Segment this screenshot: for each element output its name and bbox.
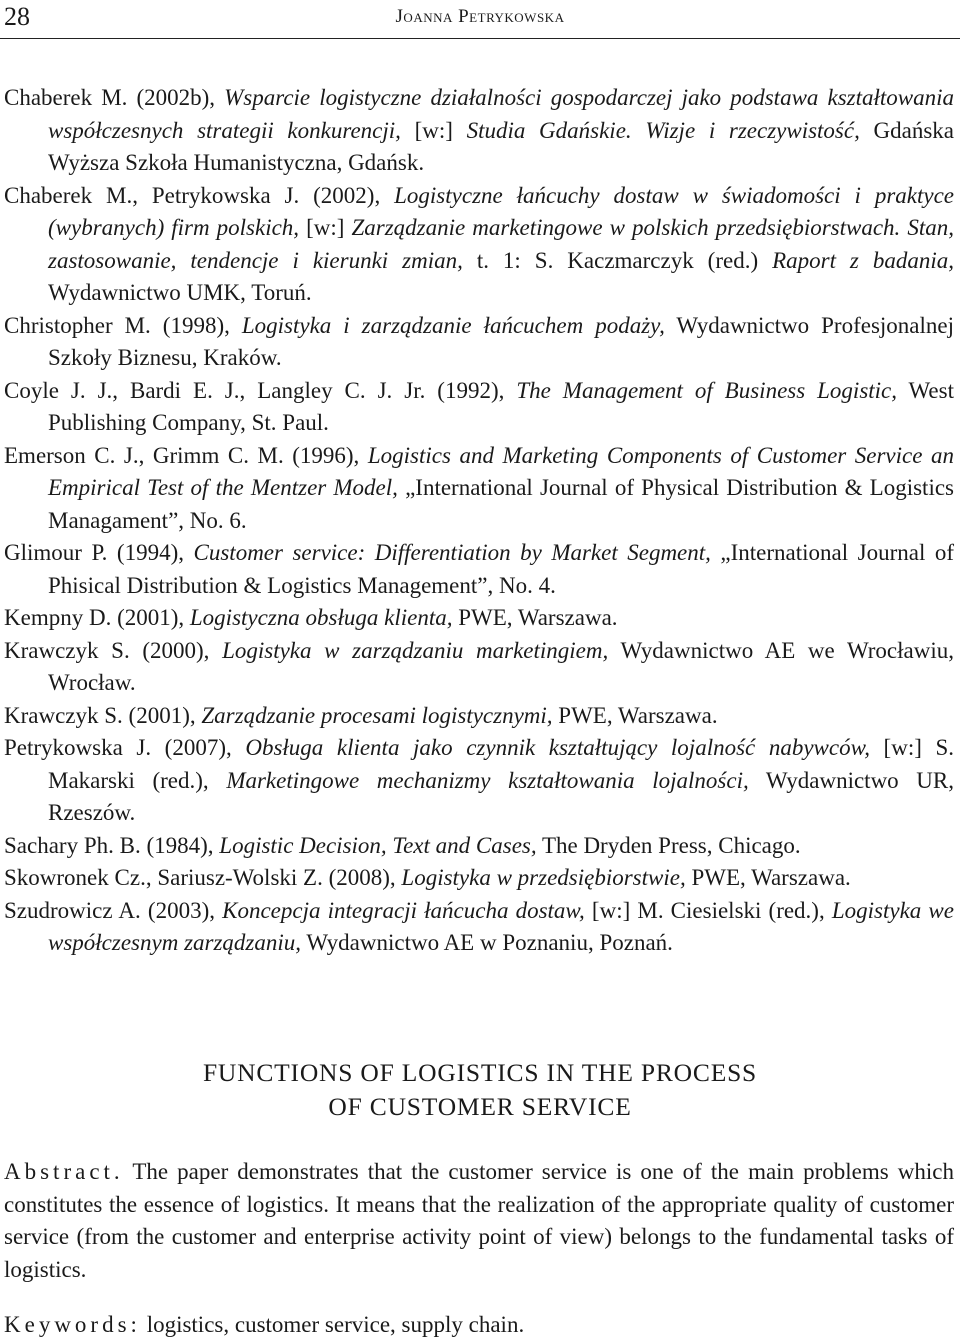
reference-entry: [4, 310, 954, 375]
reference-text: Krawczyk S. (2000),: [4, 637, 223, 663]
reference-text: [w:] M. Ciesielski (red.),: [584, 897, 832, 923]
summary-title-line-1: FUNCTIONS OF LOGISTICS IN THE PROCESS: [202, 1058, 758, 1087]
reference-title: Studia Gdańskie. Wizje i rzeczywistość,: [466, 117, 860, 143]
keywords-label: Keywords:: [4, 1312, 141, 1337]
reference-title: Logistyczne łańcuchy dostaw w świadomości i praktyce (wybranych) firm polskich,: [48, 182, 955, 240]
reference-title: Logistyka w przedsiębiorstwie,: [401, 865, 686, 890]
reference-text: [w:]: [400, 117, 467, 143]
reference-entry: [4, 602, 954, 635]
abstract-label: Abstract.: [4, 1159, 124, 1184]
reference-entry: [4, 895, 954, 960]
reference-entry: [4, 180, 954, 310]
reference-entry: [4, 635, 954, 700]
reference-text: Chaberek M., Petrykowska J. (2002),: [4, 182, 395, 208]
reference-title: Logistyka i zarządzanie łańcuchem podaży,: [241, 312, 665, 338]
reference-title: Zarządzanie procesami logistycznymi,: [201, 702, 553, 728]
running-head: Joanna Petrykowska: [395, 6, 565, 27]
reference-text: Kempny D. (2001),: [4, 605, 190, 630]
reference-text: Wydawnictwo UMK, Toruń.: [48, 280, 312, 305]
reference-entry: [4, 732, 954, 830]
reference-text: „International Journal of Physical Distribution & Logistics Managament”, No. 6.: [48, 475, 954, 533]
reference-text: PWE, Warszawa.: [452, 605, 618, 630]
reference-text: Petrykowska J. (2007),: [4, 735, 246, 760]
reference-entry: [4, 830, 954, 863]
reference-text: Skowronek Cz., Sariusz-Wolski Z. (2008),: [4, 865, 402, 890]
reference-text: Wydawnictwo Profesjonalnej Szkoły Biznesu, Kraków.: [48, 312, 954, 370]
reference-text: Szudrowicz A. (2003),: [4, 897, 223, 923]
reference-title: Logistyka w zarządzaniu marketingiem,: [222, 637, 609, 663]
reference-title: Logistic Decision, Text and Cases,: [219, 832, 537, 858]
header-rule: [0, 38, 960, 39]
reference-text: „International Journal of Phisical Distribution & Logistics Management”, No. 4.: [48, 540, 954, 598]
reference-title: Zarządzanie marketingowe w polskich przedsiębiorstwach. Stan, zastosowanie, tendencje i kierunki zmian,: [48, 215, 954, 273]
reference-text: Sachary Ph. B. (1984),: [4, 832, 220, 858]
reference-title: Wsparcie logistyczne działalności gospodarczej jako podstawa kształtowania współczesnych strategii konkurencji,: [48, 85, 954, 143]
reference-text: Emerson C. J., Grimm C. M. (1996),: [4, 442, 368, 468]
reference-text: Coyle J. J., Bardi E. J., Langley C. J. Jr. (1992),: [4, 377, 517, 403]
reference-entry: [4, 440, 954, 538]
reference-title: Raport z badania,: [772, 247, 954, 273]
reference-title: The Management of Business Logistic,: [516, 377, 898, 403]
reference-title: Koncepcja integracji łańcucha dostaw,: [222, 897, 585, 923]
reference-title: Logistics and Marketing Components of Customer Service an Empirical Test of the Mentzer Model,: [48, 442, 954, 500]
reference-text: Gdańska Wyższa Szkoła Humanistyczna, Gdańsk.: [48, 117, 954, 175]
reference-text: Wydawnictwo UR, Rzeszów.: [48, 767, 954, 825]
reference-title: Marketingowe mechanizmy kształtowania lojalności,: [226, 767, 749, 793]
reference-entry: [4, 537, 954, 602]
reference-title: Logistyczna obsługa klienta,: [189, 605, 453, 630]
keywords: [4, 1310, 954, 1340]
reference-text: PWE, Warszawa.: [552, 702, 718, 728]
reference-text: The Dryden Press, Chicago.: [536, 832, 801, 858]
reference-entry: [4, 862, 954, 895]
reference-list: [4, 82, 954, 960]
reference-title: Customer service: Differentiation by Market Segment,: [193, 540, 711, 565]
page-number: 28: [4, 2, 30, 31]
reference-text: Glimour P. (1994),: [4, 540, 194, 565]
reference-title: Logistyka we współczesnym zarządzaniu,: [48, 897, 954, 955]
keywords-text: logistics, customer service, supply chain.: [140, 1312, 525, 1337]
reference-text: t. 1: S. Kaczmarczyk (red.): [462, 247, 773, 273]
reference-text: Chaberek M. (2002b),: [4, 85, 225, 110]
reference-title: Obsługa klienta jako czynnik kształtujący lojalność nabywców,: [245, 735, 870, 760]
reference-text: West Publishing Company, St. Paul.: [48, 377, 954, 435]
reference-text: Wydawnictwo AE we Wrocławiu, Wrocław.: [48, 637, 954, 695]
reference-text: Wydawnictwo AE w Poznaniu, Poznań.: [301, 930, 673, 955]
reference-entry: [4, 700, 954, 733]
reference-text: [w:]: [299, 215, 352, 240]
reference-text: [w:] S. Makarski (red.),: [48, 735, 954, 793]
reference-text: Krawczyk S. (2001),: [4, 702, 202, 728]
reference-text: Christopher M. (1998),: [4, 312, 242, 338]
abstract-text: The paper demonstrates that the customer service is one of the main problems which constitutes the essence of logistics. It means that the realization of the appropriate quality of customer service (from the customer and enterprise activity point of view) belongs to the fundamental tasks of logistics.: [4, 1159, 954, 1282]
summary-title-line-2: OF CUSTOMER SERVICE: [328, 1092, 632, 1121]
page-header: [0, 0, 960, 40]
reference-entry: [4, 375, 954, 440]
english-summary-title: [0, 1056, 960, 1124]
reference-entry: [4, 82, 954, 180]
reference-text: PWE, Warszawa.: [685, 865, 851, 890]
abstract: [4, 1156, 954, 1286]
